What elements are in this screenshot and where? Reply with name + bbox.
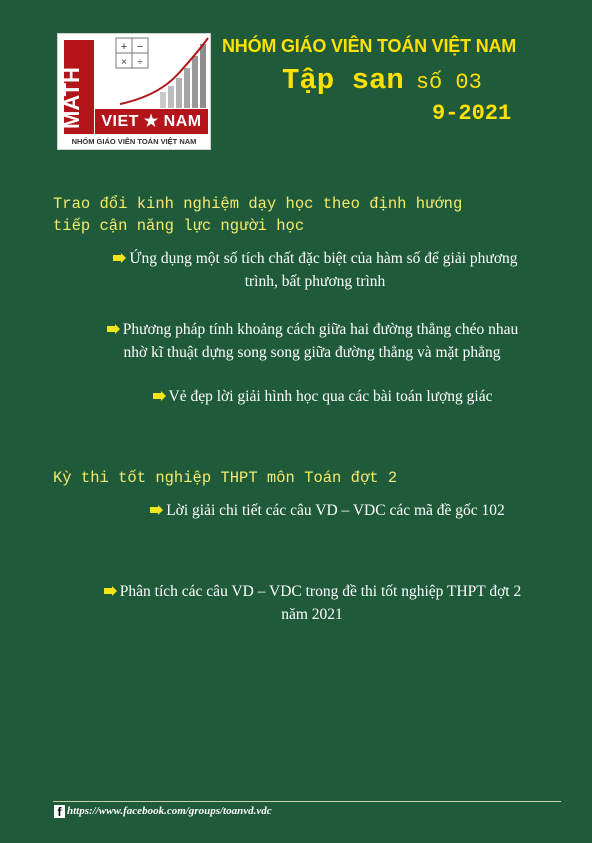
- arrow-bullet-icon: [103, 586, 117, 596]
- issue-number: số 03: [415, 70, 482, 95]
- svg-text:−: −: [136, 41, 144, 53]
- article-title-line: Phương pháp tính khoảng cách giữa hai đường thẳng chéo nhau: [122, 321, 519, 338]
- section-title-line: Kỳ thi tốt nghiệp THPT môn Toán đợt 2: [53, 469, 398, 487]
- issue-heading: [282, 64, 482, 97]
- article-title-line: Vẻ đẹp lời giải hình học qua các bài toán lượng giác: [168, 388, 493, 405]
- svg-text:+: +: [120, 41, 128, 53]
- article-item[interactable]: [52, 385, 592, 408]
- group-name-heading: NHÓM GIÁO VIÊN TOÁN VIỆT NAM: [222, 36, 517, 56]
- article-item[interactable]: [60, 247, 570, 293]
- article-title-line: nhờ kĩ thuật dựng song song giữa đường thẳng và mặt phẳng: [123, 344, 501, 361]
- article-title-line: năm 2021: [281, 606, 343, 623]
- facebook-icon[interactable]: f: [54, 805, 65, 818]
- logo-math-word: MATH: [59, 67, 84, 129]
- article-item[interactable]: [52, 318, 572, 364]
- issue-title: Tập san: [282, 64, 404, 97]
- section-title-graduation-exam: [53, 467, 397, 489]
- article-item[interactable]: [52, 580, 572, 626]
- footer-divider: [53, 801, 561, 802]
- svg-text:×: ×: [121, 57, 127, 68]
- arrow-bullet-icon: [106, 324, 120, 334]
- article-item[interactable]: [52, 499, 592, 522]
- issue-date: 9-2021: [432, 101, 512, 126]
- section-title-line: Trao đổi kinh nghiệm dạy học theo định hướng: [53, 195, 463, 213]
- arrow-bullet-icon: [112, 253, 126, 263]
- facebook-group-link[interactable]: https://www.facebook.com/groups/toanvd.vdc: [67, 805, 272, 817]
- logo-caption: NHÓM GIÁO VIÊN TOÁN VIỆT NAM: [71, 137, 197, 146]
- article-title-line: Phân tích các câu VD – VDC trong đề thi tốt nghiệp THPT đợt 2: [119, 583, 522, 600]
- section-title-teaching-experience: [53, 193, 462, 237]
- article-title-line: Lời giải chi tiết các câu VD – VDC các mã đề gốc 102: [166, 502, 505, 519]
- logo-band-text: VIET ★ NAM: [95, 109, 208, 134]
- arrow-bullet-icon: [149, 505, 163, 515]
- article-title-line: trình, bất phương trình: [244, 273, 386, 290]
- article-title-line: Ứng dụng một số tích chất đặc biệt của hàm số để giải phương: [129, 250, 518, 267]
- svg-text:÷: ÷: [137, 57, 143, 68]
- arrow-bullet-icon: [152, 391, 166, 401]
- section-title-line: tiếp cận năng lực người học: [53, 217, 305, 235]
- math-vietnam-logo: [57, 33, 211, 150]
